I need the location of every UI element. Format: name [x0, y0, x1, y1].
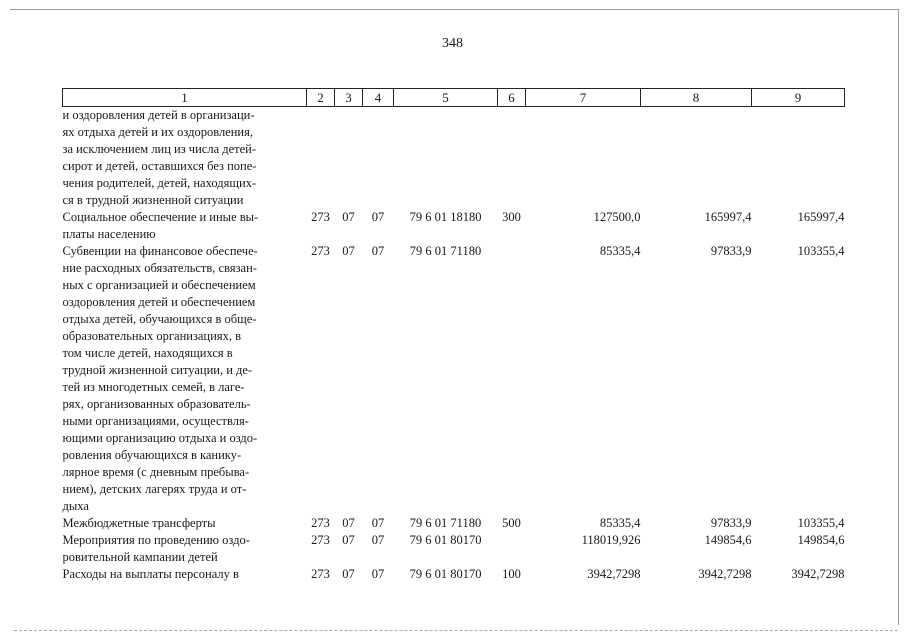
- cell-c5: 79 6 01 80170: [409, 567, 482, 581]
- description-line: чения родителей, детей, находящих-: [62, 176, 257, 190]
- cell-c8: 97833,9: [710, 244, 752, 258]
- cell-c5: 79 6 01 18180: [409, 210, 482, 224]
- description-line: трудной жизненной ситуации, и де-: [62, 363, 253, 377]
- description-line: рях, организованных образователь-: [62, 397, 251, 411]
- description-line: ся в трудной жизненной ситуации: [62, 193, 244, 207]
- cell-c7: 85335,4: [599, 244, 641, 258]
- cell-c9: 165997,4: [797, 210, 845, 224]
- cell-c9: 149854,6: [797, 533, 845, 547]
- description-line: ние расходных обязательств, связан-: [62, 261, 257, 275]
- cell-c6: [498, 532, 526, 566]
- cell-c7: 118019,926: [581, 533, 641, 547]
- table-row: [63, 532, 845, 566]
- cell-c2: 273: [311, 516, 330, 530]
- description-line: ными организациями, осуществля-: [62, 414, 249, 428]
- cell-c8: 149854,6: [704, 533, 752, 547]
- description-line: ях отдыха детей и их оздоровления,: [62, 125, 253, 139]
- cell-c7: 85335,4: [599, 516, 641, 530]
- row-description-cell: [63, 515, 307, 532]
- cell-c3: [335, 107, 363, 210]
- header-cell-col-3: 3: [335, 89, 363, 107]
- description-line: сирот и детей, оставшихся без попе-: [62, 159, 257, 173]
- row-description-cell: [63, 243, 307, 515]
- cell-c3: 07: [342, 244, 355, 258]
- cell-c3: 07: [342, 516, 355, 530]
- table-body: [63, 107, 845, 584]
- description-line: Расходы на выплаты персоналу в: [62, 567, 239, 581]
- description-line: Мероприятия по проведению оздо-: [62, 533, 250, 547]
- table-row: [63, 566, 845, 583]
- description-line: том числе детей, находящихся в: [62, 346, 233, 360]
- cell-c3: 07: [342, 567, 355, 581]
- cell-c4: [363, 107, 394, 210]
- table-row: [63, 209, 845, 243]
- row-description-cell: [63, 566, 307, 583]
- description-line: ных с организацией и обеспечением: [62, 278, 256, 292]
- page-edge-right: [898, 9, 899, 625]
- cell-c4: 07: [371, 567, 385, 581]
- budget-table: [62, 88, 845, 583]
- cell-c6: [498, 243, 526, 515]
- cell-c5: 79 6 01 71180: [409, 244, 482, 258]
- cell-c3: 07: [342, 533, 355, 547]
- cell-c8: [641, 107, 752, 210]
- cell-c7: 3942,7298: [587, 567, 641, 581]
- description-line: оздоровления детей и обеспечением: [62, 295, 256, 309]
- description-line: образовательных организациях, в: [62, 329, 241, 343]
- table-row: [63, 243, 845, 515]
- description-line: Межбюджетные трансферты: [62, 516, 216, 530]
- page-edge-top: [10, 9, 899, 10]
- cell-c5: 79 6 01 71180: [409, 516, 482, 530]
- cell-c2: 273: [311, 567, 330, 581]
- cell-c5: 79 6 01 80170: [409, 533, 482, 547]
- description-line: ровления обучающихся в канику-: [62, 448, 242, 462]
- description-line: платы населению: [62, 227, 156, 241]
- cell-c7: 127500,0: [593, 210, 641, 224]
- cell-c8: 3942,7298: [698, 567, 752, 581]
- row-description-cell: [63, 532, 307, 566]
- cell-c6: 100: [502, 567, 521, 581]
- header-cell-col-9: 9: [752, 89, 845, 107]
- cell-c9: 103355,4: [797, 516, 845, 530]
- header-cell-col-1: 1: [63, 89, 307, 107]
- description-line: лярное время (с дневным пребыва-: [62, 465, 250, 479]
- header-cell-col-4: 4: [363, 89, 394, 107]
- cell-c4: 07: [371, 533, 385, 547]
- cell-c6: 500: [502, 516, 521, 530]
- description-line: нием), детских лагерях труда и от-: [62, 482, 247, 496]
- cell-c9: 3942,7298: [791, 567, 845, 581]
- cell-c8: 165997,4: [704, 210, 752, 224]
- description-line: за исключением лиц из числа детей-: [62, 142, 257, 156]
- description-line: Социальное обеспечение и иные вы-: [62, 210, 259, 224]
- header-cell-col-8: 8: [641, 89, 752, 107]
- description-line: отдыха детей, обучающихся в обще-: [62, 312, 257, 326]
- description-line: ровительной кампании детей: [62, 550, 218, 564]
- cell-c5: [394, 107, 498, 210]
- cell-c6: 300: [502, 210, 521, 224]
- table-row: [63, 107, 845, 210]
- cell-c3: 07: [342, 210, 355, 224]
- table-row: [63, 515, 845, 532]
- cell-c2: 273: [311, 533, 330, 547]
- cell-c4: 07: [371, 210, 385, 224]
- cell-c8: 97833,9: [710, 516, 752, 530]
- description-line: дыха: [62, 499, 89, 513]
- row-description-cell: [63, 107, 307, 210]
- cell-c9: [752, 107, 845, 210]
- header-row: [63, 89, 845, 107]
- cell-c2: 273: [311, 244, 330, 258]
- header-cell-col-7: 7: [526, 89, 641, 107]
- description-line: ющими организацию отдыха и оздо-: [62, 431, 258, 445]
- cell-c9: 103355,4: [797, 244, 845, 258]
- description-line: Субвенции на финансовое обеспече-: [62, 244, 258, 258]
- cell-c7: [526, 107, 641, 210]
- header-cell-col-2: 2: [307, 89, 335, 107]
- cell-c6: [498, 107, 526, 210]
- page-number: 348: [442, 36, 463, 51]
- cell-c4: 07: [371, 516, 385, 530]
- page-edge-bottom: [14, 630, 898, 631]
- cell-c2: [307, 107, 335, 210]
- header-cell-col-6: 6: [498, 89, 526, 107]
- cell-c4: 07: [371, 244, 385, 258]
- description-line: тей из многодетных семей, в лаге-: [62, 380, 245, 394]
- description-line: и оздоровления детей в организаци-: [62, 108, 255, 122]
- header-cell-col-5: 5: [394, 89, 498, 107]
- cell-c2: 273: [311, 210, 330, 224]
- row-description-cell: [63, 209, 307, 243]
